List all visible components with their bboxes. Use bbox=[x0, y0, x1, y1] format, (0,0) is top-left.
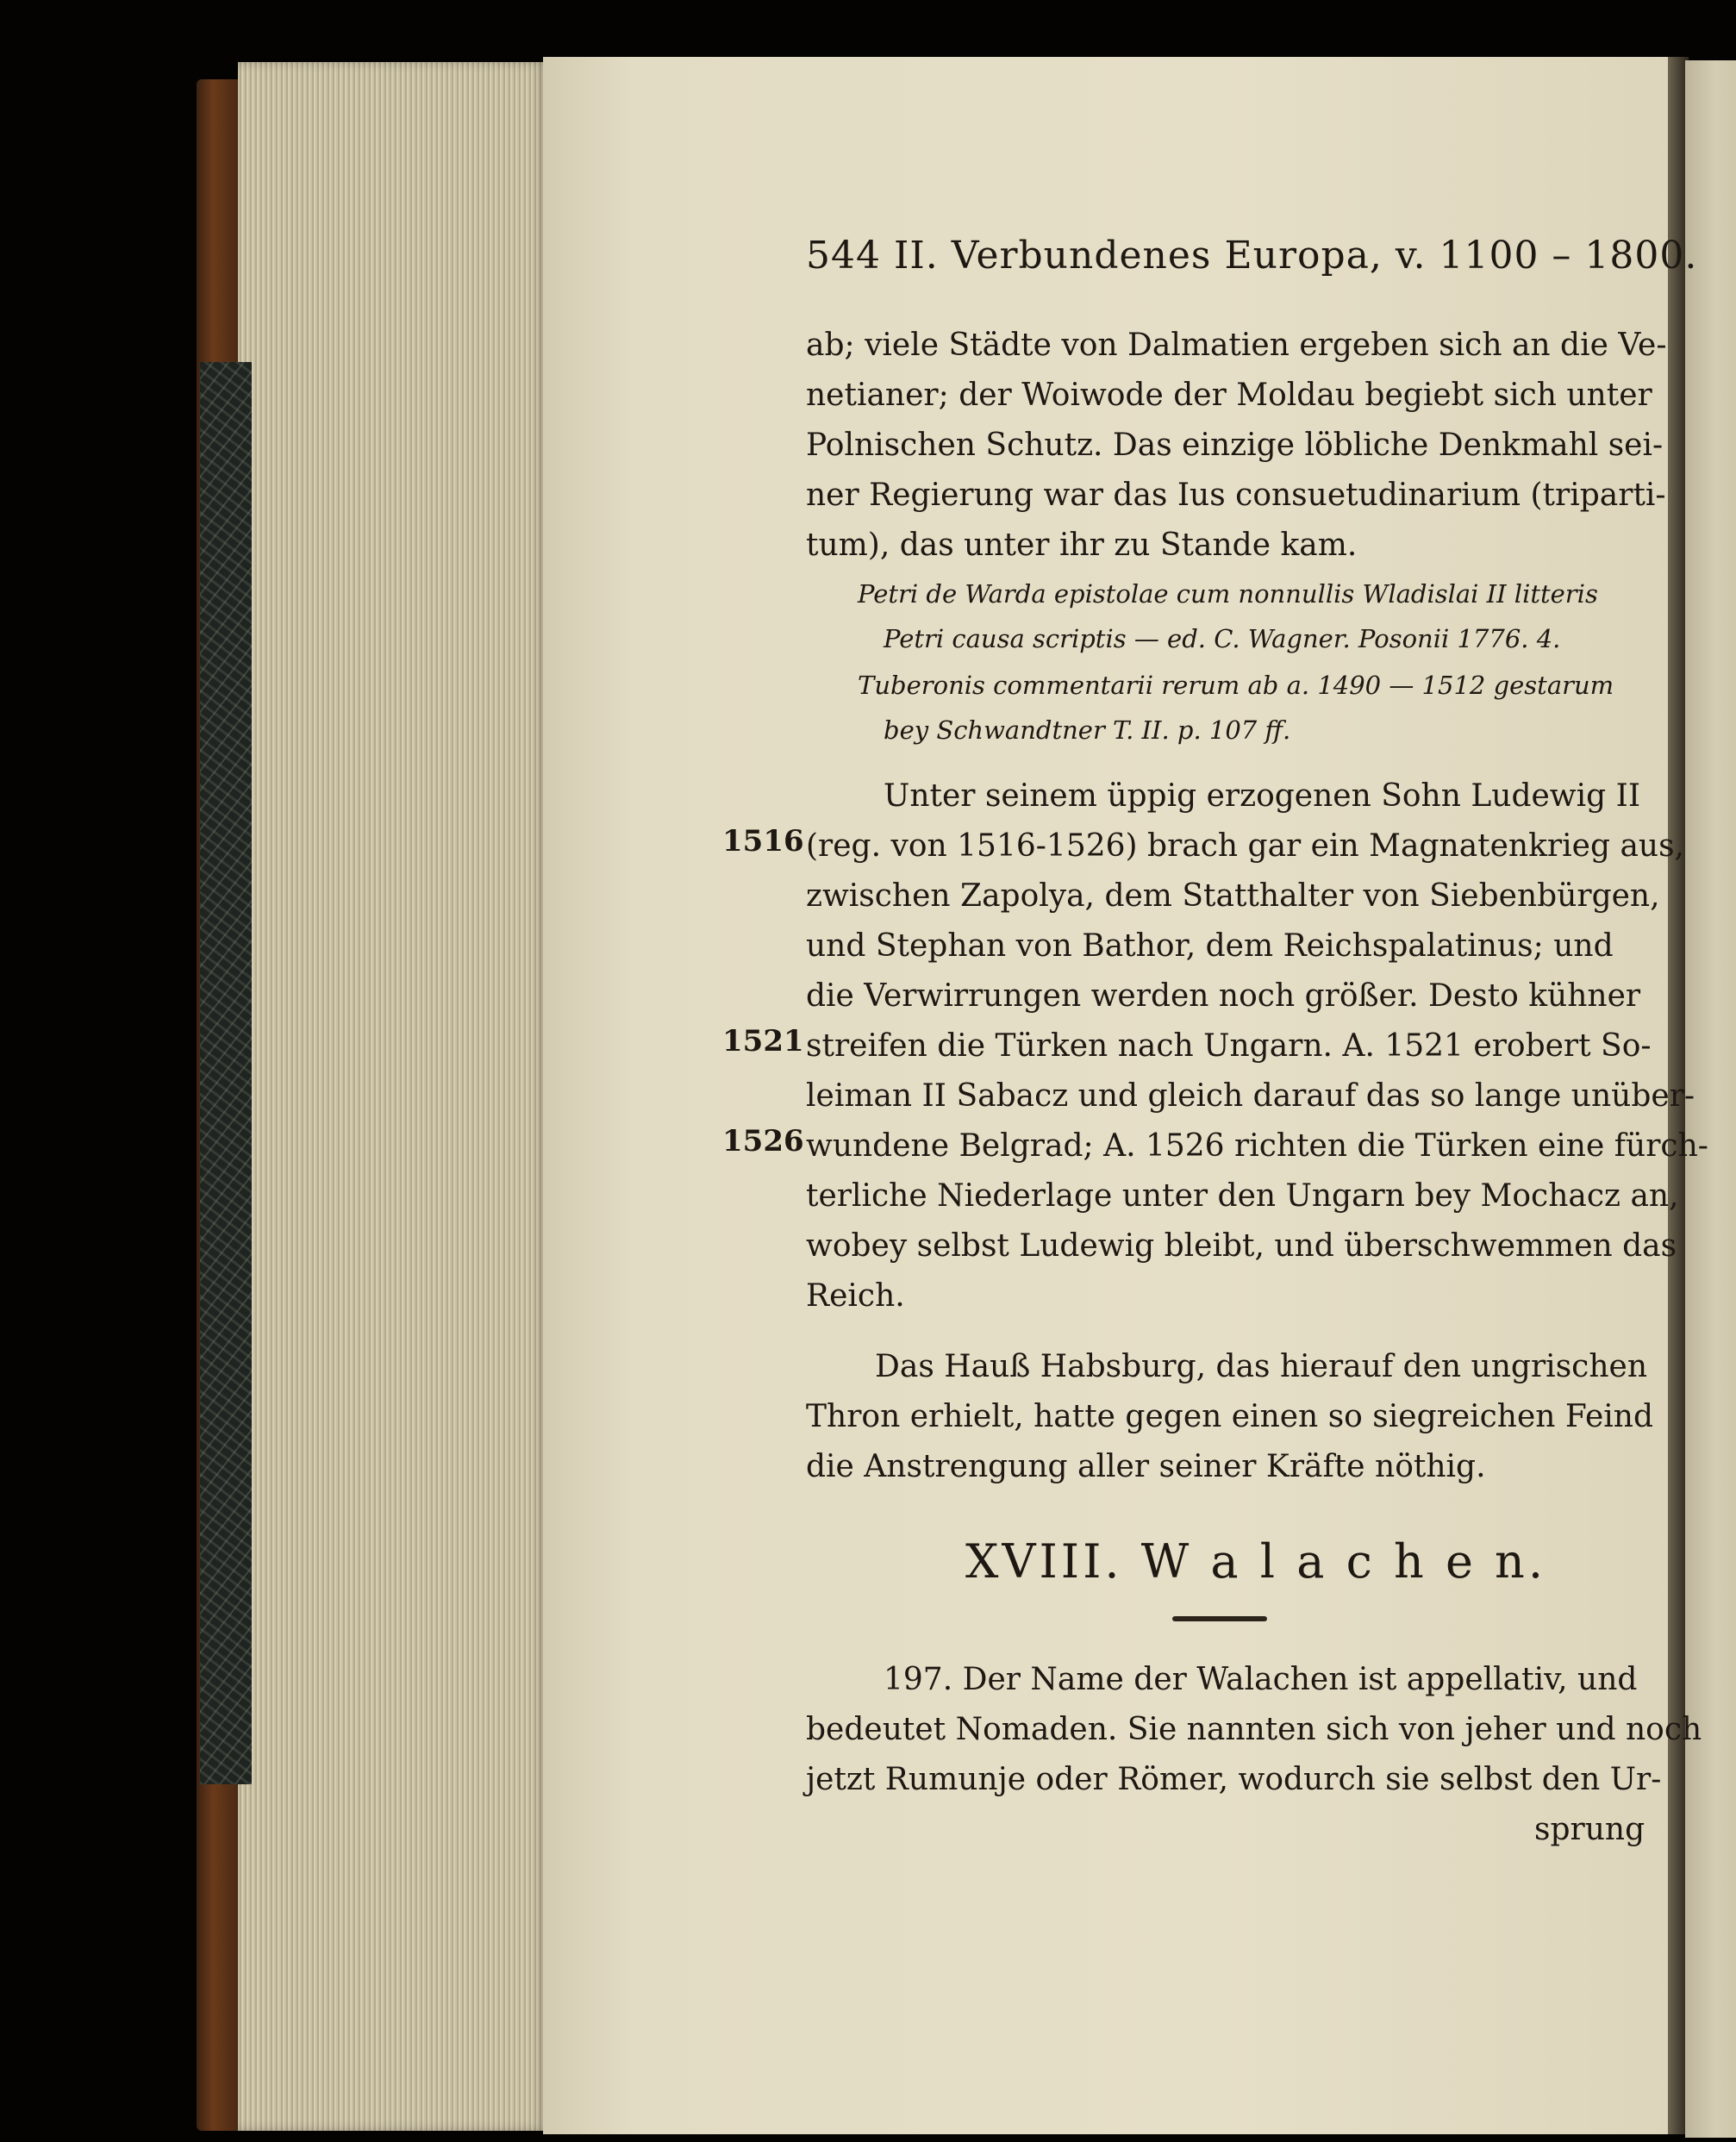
catchword: sprung bbox=[1534, 1812, 1645, 1847]
text-line: streifen die Türken nach Ungarn. A. 1521 erobert So- bbox=[806, 1028, 1652, 1064]
text-line: und Stephan von Bathor, dem Reichspalatinus; und bbox=[806, 928, 1614, 964]
footnote-line: Petri causa scriptis — ed. C. Wagner. Posonii 1776. 4. bbox=[884, 624, 1561, 653]
margin-year: 1521 bbox=[722, 1024, 804, 1059]
text-line: Das Hauß Habsburg, das hierauf den ungrischen bbox=[875, 1349, 1648, 1384]
footnote-line: bey Schwandtner T. II. p. 107 ff. bbox=[884, 715, 1291, 745]
text-line: zwischen Zapolya, dem Statthalter von Siebenbürgen, bbox=[806, 878, 1660, 914]
footnote-line: Petri de Warda epistolae cum nonnullis Wladislai II litteris bbox=[858, 579, 1598, 609]
text-line: ab; viele Städte von Dalmatien ergeben sich an die Ve- bbox=[806, 328, 1667, 363]
text-line: die Verwirrungen werden noch größer. Desto kühner bbox=[806, 978, 1641, 1014]
marbled-cover bbox=[200, 362, 252, 1784]
text-line: ner Regierung war das Ius consuetudinarium (triparti- bbox=[806, 478, 1666, 513]
text-line: wundene Belgrad; A. 1526 richten die Türken eine fürch- bbox=[806, 1128, 1708, 1164]
text-line: Polnischen Schutz. Das einzige löbliche Denkmahl sei- bbox=[806, 428, 1664, 463]
text-line: bedeutet Nomaden. Sie nannten sich von jeher und noch bbox=[806, 1712, 1702, 1747]
text-line: Thron erhielt, hatte gegen einen so siegreichen Feind bbox=[806, 1399, 1653, 1434]
footnote-line: Tuberonis commentarii rerum ab a. 1490 — 1512 gestarum bbox=[858, 671, 1614, 700]
text-line: Reich. bbox=[806, 1278, 905, 1314]
text-line: terliche Niederlage unter den Ungarn bey Mochacz an, bbox=[806, 1178, 1679, 1214]
text-line: Unter seinem üppig erzogenen Sohn Ludewig II bbox=[884, 778, 1641, 814]
text-line: wobey selbst Ludewig bleibt, und überschwemmen das bbox=[806, 1228, 1677, 1264]
text-line: netianer; der Woiwode der Moldau begiebt sich unter bbox=[806, 378, 1652, 413]
text-line: (reg. von 1516-1526) brach gar ein Magnatenkrieg aus, bbox=[806, 828, 1685, 864]
page-stack bbox=[238, 62, 548, 2131]
section-title: XVIII. W a l a c h e n. bbox=[965, 1534, 1547, 1589]
margin-year: 1526 bbox=[722, 1124, 804, 1158]
text-line: leiman II Sabacz und gleich darauf das so lange unüber- bbox=[806, 1078, 1695, 1114]
section-rule bbox=[1172, 1616, 1267, 1621]
page-header: 544 II. Verbundenes Europa, v. 1100 – 1800. bbox=[806, 234, 1698, 278]
text-line: die Anstrengung aller seiner Kräfte nöthig. bbox=[806, 1449, 1486, 1484]
text-line: jetzt Rumunje oder Römer, wodurch sie selbst den Ur- bbox=[806, 1762, 1662, 1797]
text-line: 197. Der Name der Walachen ist appellativ, und bbox=[884, 1662, 1638, 1697]
margin-year: 1516 bbox=[722, 824, 804, 859]
text-line: tum), das unter ihr zu Stande kam. bbox=[806, 528, 1358, 563]
